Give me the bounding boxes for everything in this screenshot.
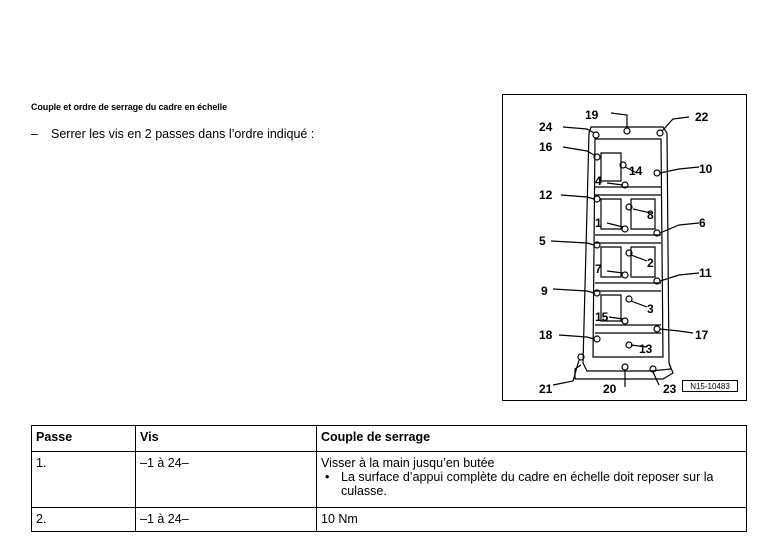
section-heading: Couple et ordre de serrage du cadre en échelle — [31, 102, 227, 112]
label-6: 6 — [699, 216, 706, 230]
bolt-19 — [624, 128, 630, 134]
label-23: 23 — [663, 382, 677, 396]
leader-22 — [662, 117, 689, 131]
label-17: 17 — [695, 328, 709, 342]
step-text: Serrer les vis en 2 passes dans l’ordre indiqué : — [51, 127, 315, 141]
cell-couple: 10 Nm — [317, 508, 747, 532]
label-22: 22 — [695, 110, 709, 124]
label-16: 16 — [539, 140, 553, 154]
table-row — [32, 508, 747, 532]
torque-table — [31, 425, 747, 532]
ladder-frame-figure — [502, 94, 747, 401]
couple-note: • La surface d’appui complète du cadre en échelle doit reposer sur la culasse. — [341, 470, 742, 498]
label-10: 10 — [699, 162, 713, 176]
table-header-row — [32, 426, 747, 452]
bolt-18 — [594, 336, 600, 342]
label-20: 20 — [603, 382, 617, 396]
header-vis: Vis — [136, 426, 317, 452]
leader-12 — [561, 195, 594, 199]
leader-18 — [559, 335, 594, 339]
frame-inner-outline — [593, 139, 663, 357]
leader-2 — [631, 255, 647, 261]
label-1: 1 — [595, 216, 602, 230]
rung-1 — [595, 187, 661, 195]
table-row — [32, 452, 747, 508]
frame-outline — [583, 127, 671, 371]
couple-note-list — [321, 470, 742, 498]
label-14: 14 — [629, 164, 643, 178]
leader-17 — [660, 329, 693, 333]
label-3: 3 — [647, 302, 654, 316]
label-5: 5 — [539, 234, 546, 248]
label-24: 24 — [539, 120, 553, 134]
pocket-a — [601, 153, 621, 181]
label-21: 21 — [539, 382, 553, 396]
label-8: 8 — [647, 208, 654, 222]
leader-3 — [631, 301, 647, 307]
leader-4 — [607, 183, 623, 185]
label-13: 13 — [639, 342, 653, 356]
label-9: 9 — [541, 284, 548, 298]
leader-6 — [660, 223, 699, 233]
rung-2 — [595, 235, 661, 243]
rung-4 — [595, 325, 661, 333]
label-2: 2 — [647, 256, 654, 270]
figure-code: N15-10483 — [682, 380, 738, 392]
label-15: 15 — [595, 310, 609, 324]
leader-19 — [611, 113, 627, 128]
header-passe: Passe — [32, 426, 136, 452]
label-7: 7 — [595, 262, 602, 276]
ladder-frame-drawing — [503, 95, 748, 402]
bolt-17 — [654, 326, 660, 332]
rung-3 — [595, 283, 661, 291]
label-4: 4 — [595, 174, 602, 188]
cell-couple — [317, 452, 747, 508]
leader-21 — [553, 360, 579, 385]
label-11: 11 — [699, 266, 712, 280]
cell-vis: –1 à 24– — [136, 508, 317, 532]
label-12: 12 — [539, 188, 553, 202]
header-couple: Couple de serrage — [317, 426, 747, 452]
leader-5 — [551, 241, 594, 245]
cell-passe: 1. — [32, 452, 136, 508]
leader-10 — [660, 167, 699, 173]
step-dash: – — [31, 127, 38, 141]
couple-text: Visser à la main jusqu’en butée — [321, 456, 495, 470]
leader-9 — [553, 289, 594, 293]
cell-passe: 2. — [32, 508, 136, 532]
bolt-10 — [654, 170, 660, 176]
label-19: 19 — [585, 108, 599, 122]
cell-vis: –1 à 24– — [136, 452, 317, 508]
instruction-step — [31, 127, 314, 141]
leader-11 — [660, 273, 699, 281]
label-18: 18 — [539, 328, 553, 342]
leader-16 — [563, 147, 594, 155]
bolt-20 — [622, 364, 628, 370]
